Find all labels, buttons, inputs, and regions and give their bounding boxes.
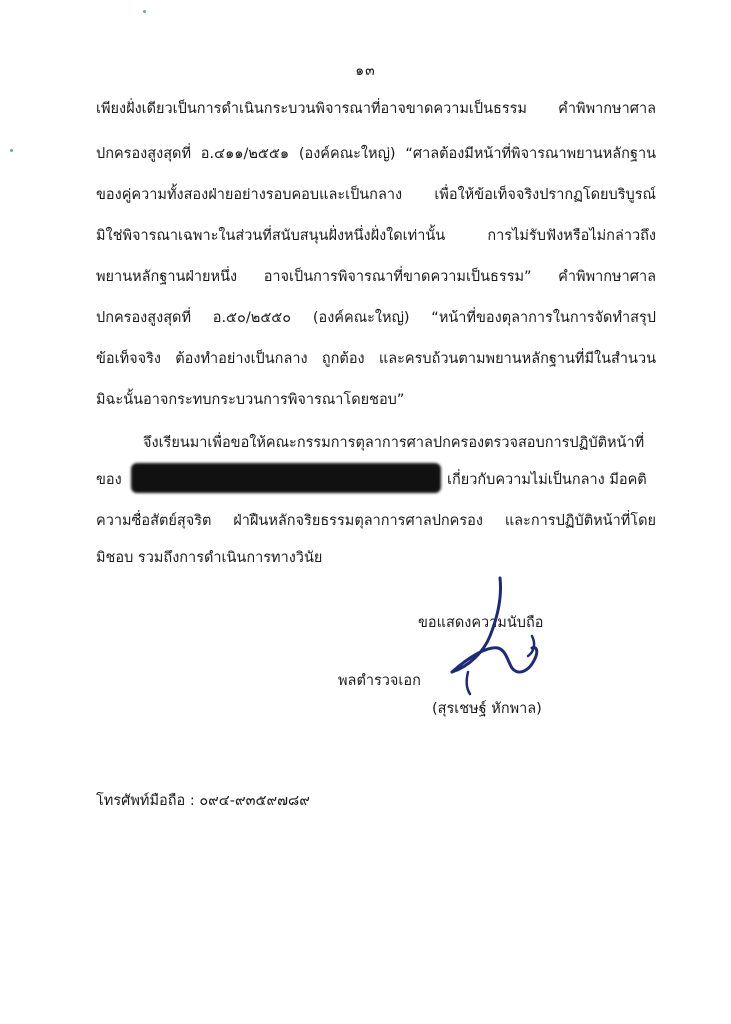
body-line-11: ความซื่อสัตย์สุจริต ฝ่าฝืนหลักจริยธรรมตุลาการศาลปกครอง และการปฏิบัติหน้าที่โดย [96, 513, 656, 529]
body-line-5: พยานหลักฐานฝ่ายหนึ่ง อาจเป็นการพิจารณาที่ขาดความเป็นธรรม” คำพิพากษาศาล [96, 269, 656, 285]
phone-number: โทรศัพท์มือถือ : ๐๙๔-๙๓๕๙๗๘๙ [96, 793, 310, 809]
body-line-2: ปกครองสูงสุดที่ อ.๔๑๑/๒๕๕๑ (องค์คณะใหญ่) “ศาลต้องมีหน้าที่พิจารณาพยานหลักฐาน [96, 146, 656, 162]
body-line-8: มิฉะนั้นอาจกระทบกระบวนการพิจารณาโดยชอบ” [96, 392, 405, 408]
body-line-4: มิใช่พิจารณาเฉพาะในส่วนที่สนับสนุนฝั่งหนึ่งฝั่งใดเท่านั้น การไม่รับฟังหรือไม่กล่าวถึง [96, 228, 656, 244]
scan-speck [143, 10, 146, 13]
scan-speck [10, 149, 13, 152]
body-line-3: ของคู่ความทั้งสองฝ่ายอย่างรอบคอบและเป็นกลาง เพื่อให้ข้อเท็จจริงปรากฏโดยบริบูรณ์ [96, 187, 656, 203]
body-line-10-start: ของ [96, 472, 122, 488]
signer-rank: พลตำรวจเอก [338, 673, 421, 689]
page-number: ๑๓ [355, 63, 376, 79]
body-line-6: ปกครองสูงสุดที่ อ.๕๐/๒๕๕๐ (องค์คณะใหญ่) “หน้าที่ของตุลาการในการจัดทำสรุป [96, 310, 656, 326]
body-line-1: เพียงฝั่งเดียวเป็นการดำเนินกระบวนพิจารณาที่อาจขาดความเป็นธรรม คำพิพากษาศาล [96, 101, 656, 117]
signer-name: (สุรเชษฐ์ หักพาล) [432, 701, 542, 717]
closing-phrase: ขอแสดงความนับถือ [418, 615, 544, 631]
handwritten-signature [440, 576, 550, 706]
body-line-7: ข้อเท็จจริง ต้องทำอย่างเป็นกลาง ถูกต้อง และครบถ้วนตามพยานหลักฐานที่มีในสำนวน [96, 351, 656, 367]
redaction-block [131, 463, 441, 493]
body-line-10-end: เกี่ยวกับความไม่เป็นกลาง มีอคติ [447, 472, 647, 488]
body-line-12: มิชอบ รวมถึงการดำเนินการทางวินัย [96, 550, 323, 566]
body-line-9: จึงเรียนมาเพื่อขอให้คณะกรรมการตุลาการศาลปกครองตรวจสอบการปฏิบัติหน้าที่ [143, 435, 645, 451]
